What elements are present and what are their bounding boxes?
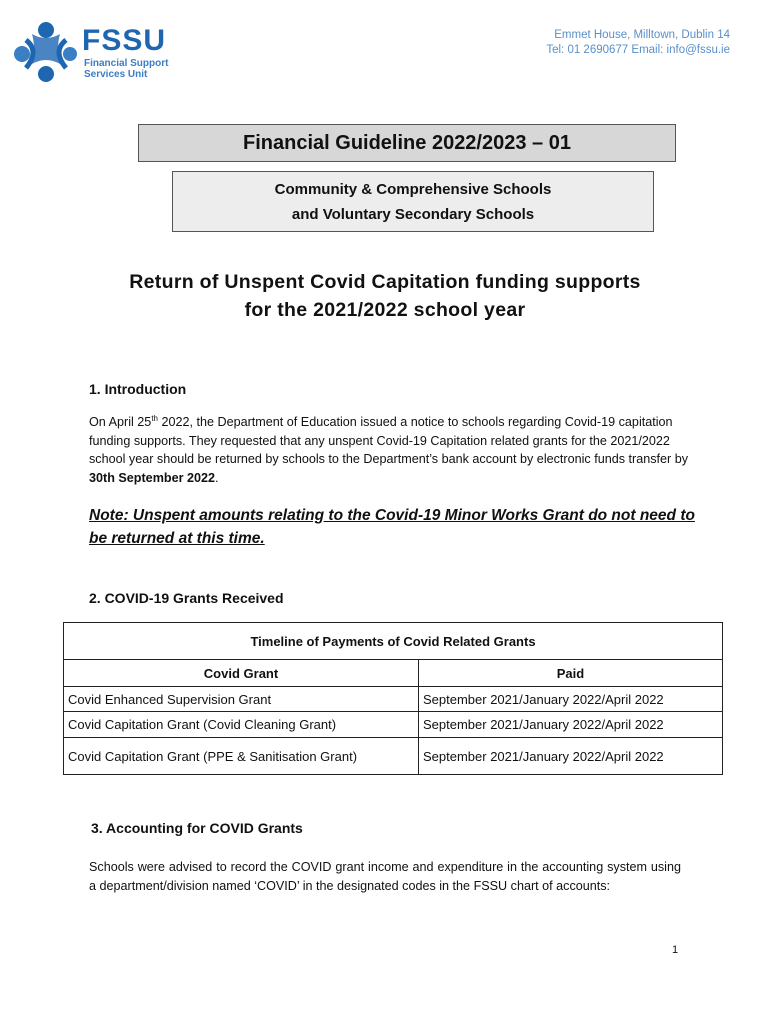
column-header-covid-grant: Covid Grant [64,660,419,687]
section-heading-grants-received: 2. COVID-19 Grants Received [89,590,284,606]
main-heading-line1: Return of Unspent Covid Capitation funding supports [129,271,641,293]
column-header-paid: Paid [419,660,723,687]
main-heading [60,268,710,324]
intro-text-body: 2022, the Department of Education issued a notice to schools regarding Covid-19 capitation funding supports. They requested that any unspent Covid-19 Capitation related grants for the 2021/2022 school year should be returned by schools to the Department’s bank account by electronic funds transfer by [89,415,689,467]
fssu-logo [10,18,170,84]
table-row [64,687,723,712]
fssu-logo-icon [10,18,82,84]
introduction-paragraph [89,410,701,487]
subtitle-line1: Community & Comprehensive Schools [274,180,552,198]
table-cell-grant: Covid Enhanced Supervision Grant [64,687,419,712]
section-heading-introduction: 1. Introduction [89,381,187,397]
intro-superscript: th [151,414,158,423]
table-row [64,712,723,738]
section-heading-accounting: 3. Accounting for COVID Grants [91,820,303,836]
table-title: Timeline of Payments of Covid Related Grants [64,623,723,660]
table-cell-paid: September 2021/January 2022/April 2022 [419,738,723,775]
logo-subtitle-line1: Financial Support [84,58,169,69]
table-cell-grant: Covid Capitation Grant (Covid Cleaning Grant) [64,712,419,738]
document-subtitle [172,171,654,232]
note-minor-works: Note: Unspent amounts relating to the Covid-19 Minor Works Grant do not need to be returned at this time. [89,507,695,547]
page-number: 1 [672,944,679,956]
logo-subtitle [84,58,168,80]
table-cell-paid: September 2021/January 2022/April 2022 [419,712,723,738]
logo-wordmark: FSSU [82,24,167,57]
table-cell-grant: Covid Capitation Grant (PPE & Sanitisation Grant) [64,738,419,775]
intro-deadline: 30th September 2022 [89,470,215,485]
table-row [64,738,723,775]
intro-text-end: . [215,470,219,485]
subtitle-line2: and Voluntary Secondary Schools [291,205,535,223]
accounting-paragraph: Schools were advised to record the COVID grant income and expenditure in the accounting system using a department/division named ‘COVID’ in the designated codes in the FSSU chart of accounts: [89,860,681,893]
contact-address [546,28,730,58]
contact-line: Tel: 01 2690677 Email: info@fssu.ie [546,44,730,56]
table-cell-paid: September 2021/January 2022/April 2022 [419,687,723,712]
logo-subtitle-line2: Services Unit [84,69,148,80]
document-title: Financial Guideline 2022/2023 – 01 [138,124,676,162]
intro-text-start: On April 25 [89,415,152,430]
main-heading-line2: for the 2021/2022 school year [244,299,526,321]
address-line: Emmet House, Milltown, Dublin 14 [554,29,730,41]
grants-table [63,622,723,775]
